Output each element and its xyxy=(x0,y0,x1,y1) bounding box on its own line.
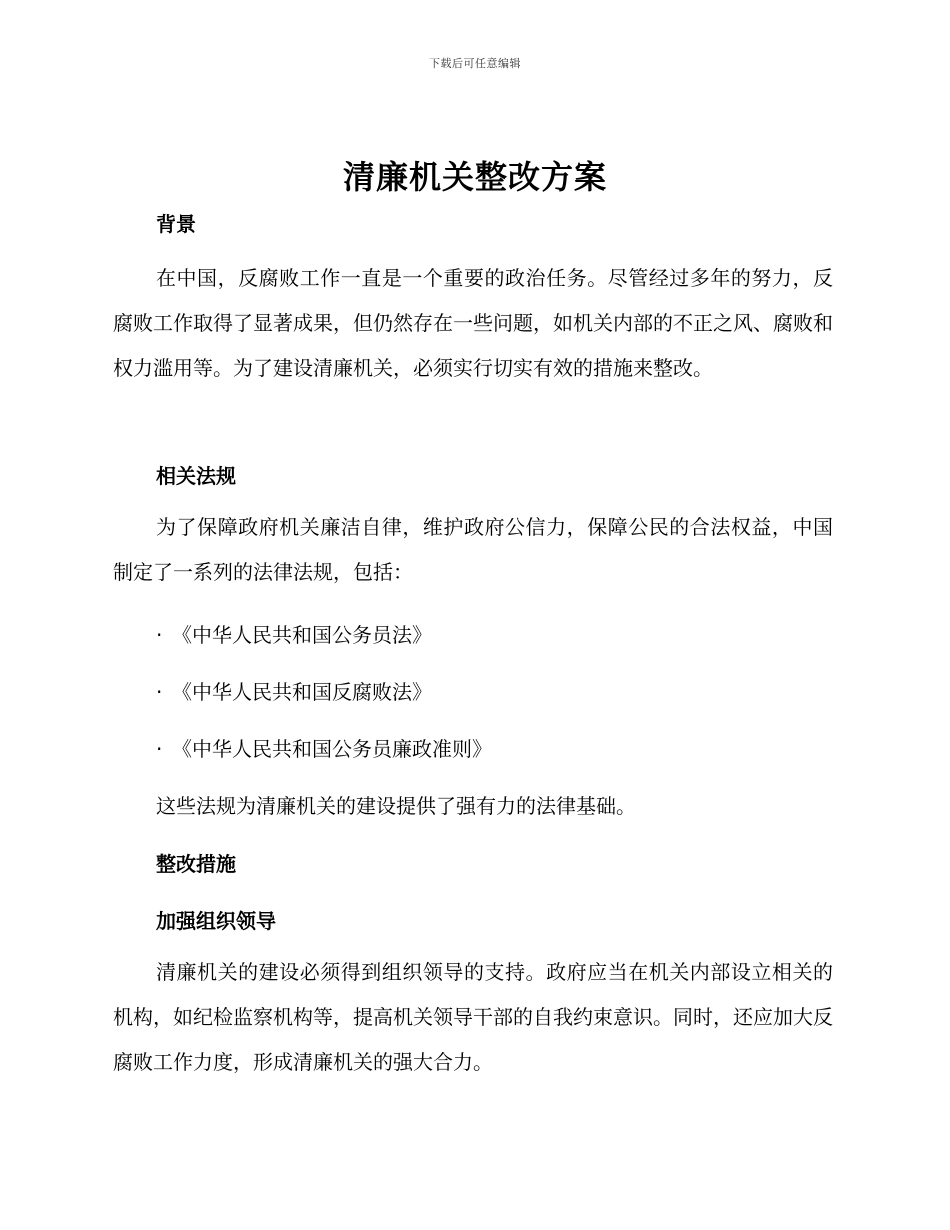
heading-measures: 整改措施 xyxy=(156,852,236,876)
bullet-icon: · xyxy=(156,623,163,647)
law-title: 《中华人民共和国反腐败法》 xyxy=(172,680,432,704)
subheading-leadership: 加强组织领导 xyxy=(156,909,276,933)
law-list-item xyxy=(156,733,492,762)
paragraph-leadership: 清廉机关的建设必须得到组织领导的支持。政府应当在机关内部设立相关的机构，如纪检监察机构等，提高机关领导干部的自我约束意识。同时，还应加大反腐败工作力度，形成清廉机关的强大合力。 xyxy=(113,960,833,1074)
bullet-icon: · xyxy=(156,737,163,761)
header-note: 下载后可任意编辑 xyxy=(429,57,521,70)
law-list-item xyxy=(156,619,432,648)
paragraph-background: 在中国，反腐败工作一直是一个重要的政治任务。尽管经过多年的努力，反腐败工作取得了显著成果，但仍然存在一些问题，如机关内部的不正之风、腐败和权力滥用等。为了建设清廉机关，必须实行切实有效的措施来整改。 xyxy=(113,266,833,380)
law-list-item xyxy=(156,676,432,705)
document-title: 清廉机关整改方案 xyxy=(342,158,607,196)
bullet-icon: · xyxy=(156,680,163,704)
paragraph-regulations: 为了保障政府机关廉洁自律，维护政府公信力，保障公民的合法权益，中国制定了一系列的法律法规，包括： xyxy=(113,515,833,584)
law-title: 《中华人民共和国公务员法》 xyxy=(172,623,432,647)
regulations-closing: 这些法规为清廉机关的建设提供了强有力的法律基础。 xyxy=(156,794,636,818)
heading-background: 背景 xyxy=(156,212,196,236)
law-title: 《中华人民共和国公务员廉政准则》 xyxy=(172,737,492,761)
heading-regulations: 相关法规 xyxy=(156,464,236,488)
